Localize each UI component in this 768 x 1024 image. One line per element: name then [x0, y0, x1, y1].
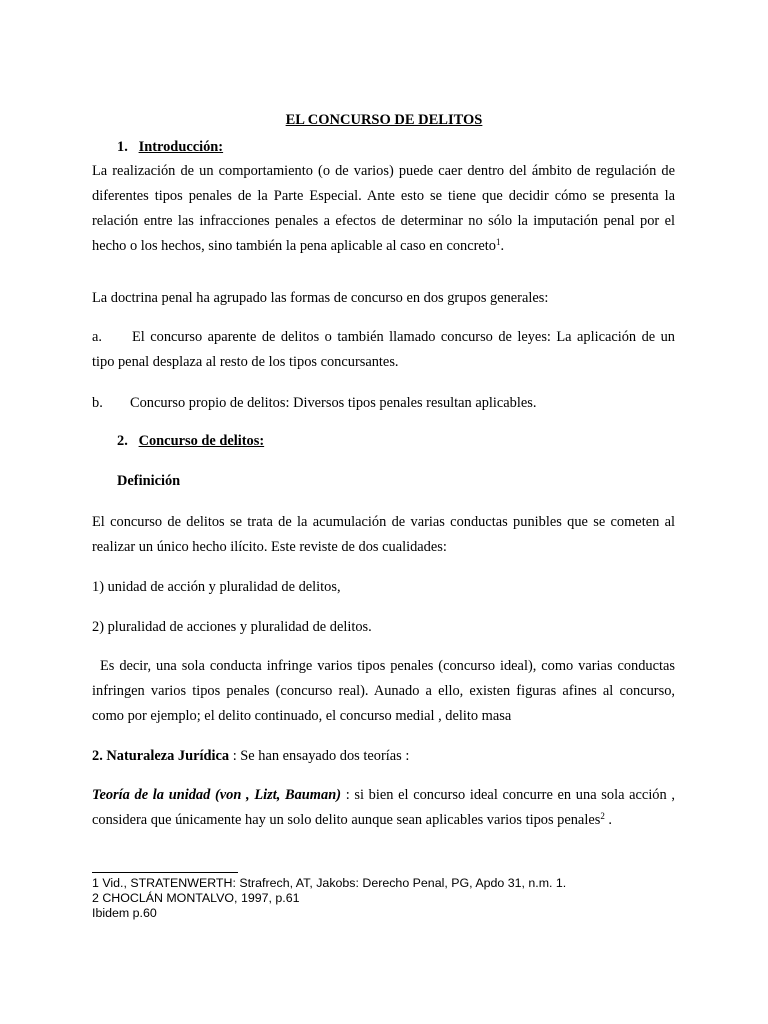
section-heading-rest: : Se han ensayado dos teorías :	[229, 748, 410, 764]
doctrine-sentence: La doctrina penal ha agrupado las formas de concurso en dos grupos generales:	[92, 290, 549, 306]
section-label: Concurso de delitos:	[138, 433, 265, 449]
list-item-b-text: Concurso propio de delitos: Diversos tipos penales resultan aplicables.	[130, 395, 537, 411]
quality-2: 2) pluralidad de acciones y pluralidad de delitos.	[92, 619, 372, 635]
section-number: 2.	[117, 433, 128, 449]
intro-paragraph-text: La realización de un comportamiento (o de varios) puede caer dentro del ámbito de regulación de diferentes tipos penales de la Parte Especial. Ante esto se tiene que decidir cómo se presenta la relación entre las infracciones penales a efectos de determinar no sólo la imputación penal por el hecho o los hechos, sino también la pena aplicable al caso en concreto	[92, 163, 675, 254]
section-heading-introduccion	[117, 139, 223, 156]
list-item-letter: a.	[92, 329, 102, 345]
footnote-separator	[92, 872, 238, 873]
definition-paragraph: El concurso de delitos se trata de la acumulación de varias conductas punibles que se cometen al realizar un único hecho ilícito. Este reviste de dos cualidades:	[92, 514, 675, 555]
list-item-b-letter: b.	[92, 395, 103, 411]
footnote-3: Ibidem p.60	[92, 906, 157, 920]
section-heading-bold: 2. Naturaleza Jurídica	[92, 748, 230, 764]
list-item-a	[92, 327, 675, 375]
intro-paragraph-end: .	[500, 238, 505, 254]
section-heading-concurso	[117, 433, 264, 450]
theory-paragraph	[92, 783, 675, 833]
theory-end: .	[604, 812, 613, 828]
footnote-1: 1 Vid., STRATENWERTH: Strafrech, AT, Jakobs: Derecho Penal, PG, Apdo 31, n.m. 1.	[92, 876, 567, 890]
list-item-text: El concurso aparente de delitos o también llamado concurso de leyes: La aplicación de un tipo penal desplaza al resto de los tipos concursantes.	[92, 329, 675, 370]
section-label: Introducción:	[138, 139, 224, 155]
subheading-definicion: Definición	[117, 473, 181, 489]
quality-1: 1) unidad de acción y pluralidad de delitos,	[92, 579, 341, 595]
section-number: 1.	[117, 139, 128, 155]
document-title: EL CONCURSO DE DELITOS	[285, 112, 483, 128]
section-heading-naturaleza	[92, 746, 409, 766]
theory-title: Teoría de la unidad (von , Lizt, Bauman)	[92, 787, 341, 803]
theory-text: : si bien el concurso ideal concurre en una sola acción , considera que únicamente hay un solo delito aunque sean aplicables varios tipos penales	[92, 787, 675, 828]
footnote-ref-1: 1	[496, 237, 501, 247]
footnote-2: 2 CHOCLÁN MONTALVO, 1997, p.61	[92, 891, 300, 905]
es-decir-paragraph: Es decir, una sola conducta infringe varios tipos penales (concurso ideal), como varias conductas infringen varios tipos penales (concurso real). Aunado a ello, existen figuras afines al concurso, como por ejemplo; el delito continuado, el concurso medial , delito masa	[92, 658, 675, 724]
footnote-ref-2: 2	[600, 811, 605, 821]
intro-paragraph	[92, 159, 675, 259]
